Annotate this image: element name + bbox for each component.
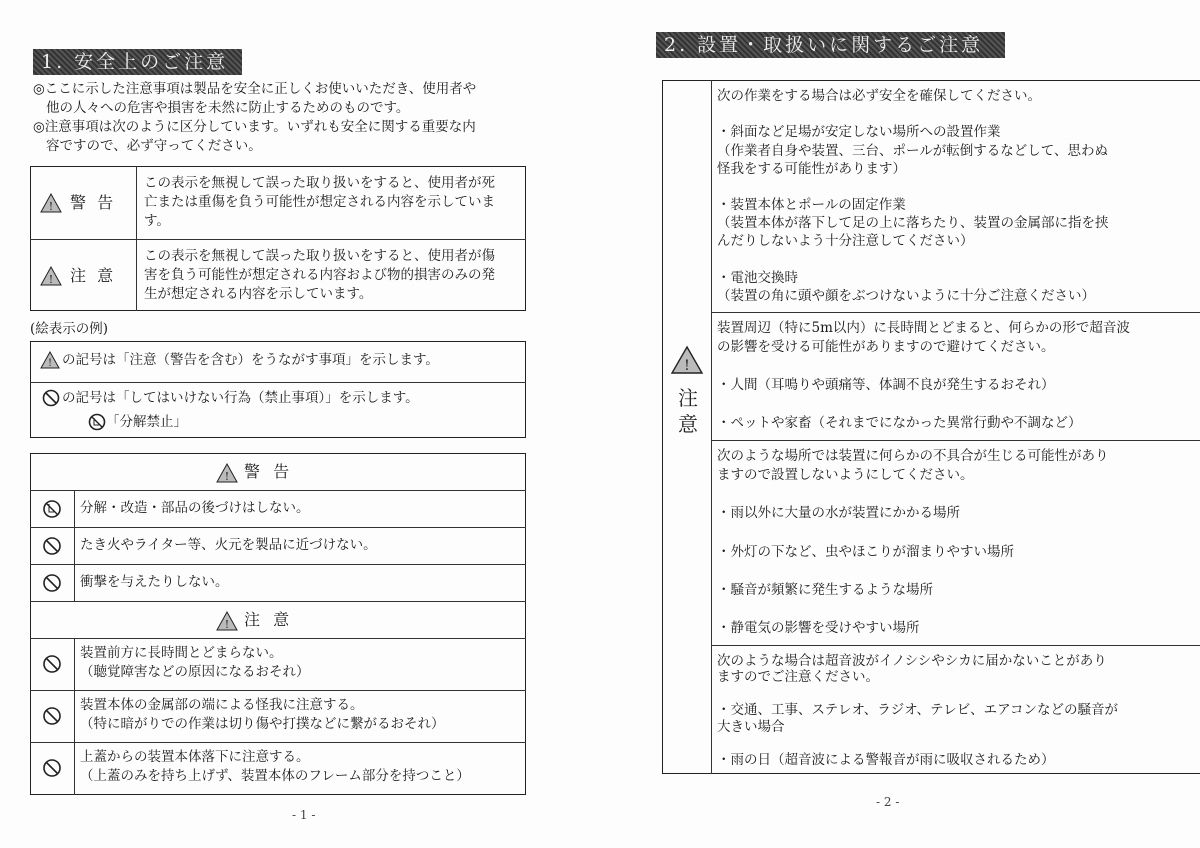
hazard-level-description: 生が想定される内容を示しています。	[144, 286, 373, 302]
caution-text-line: 装置周辺（特に5m以内）に長時間とどまると、何らかの形で超音波	[717, 320, 1130, 336]
caution-side-label: 注意	[678, 386, 698, 436]
divider	[711, 440, 1200, 441]
caution-item-line: （特に暗がりでの作業は切り傷や打撲などに繋がるおそれ）	[80, 716, 445, 732]
caution-item-line: 上蓋からの装置本体落下に注意する。	[80, 749, 310, 765]
hazard-level-description: 害を負う可能性が想定される内容および物的損害のみの発	[144, 267, 495, 283]
caution-item-line: （上蓋のみを持ち上げず、装置本体のフレーム部分を持つこと）	[80, 768, 470, 784]
section-1-title: 1. 安全上のご注意	[33, 49, 242, 75]
divider	[74, 490, 75, 601]
intro-line: 容ですので、必ず守ってください。	[46, 138, 262, 154]
warning-triangle-icon	[40, 266, 62, 290]
divider	[30, 527, 526, 528]
caution-text-line: の影響を受ける可能性がありますので避けてください。	[717, 339, 1055, 355]
hazard-level-description: この表示を無視して誤った取り扱いをすると、使用者が傷	[144, 248, 495, 264]
divider	[711, 312, 1200, 313]
divider	[30, 638, 526, 639]
warning-triangle-icon	[670, 345, 704, 379]
divider	[74, 638, 75, 795]
caution-item-line: （聴覚障害などの原因になるおそれ）	[80, 664, 310, 680]
caution-item-line: 装置前方に長時間とどまらない。	[80, 645, 283, 661]
disassembly-label: 「分解禁止」	[106, 414, 187, 430]
page-number: - 2 -	[876, 795, 900, 809]
caution-text-line: ・装置本体とポールの固定作業	[717, 197, 906, 213]
divider	[30, 601, 526, 602]
caution-text-line: 怪我をする可能性があります）	[717, 160, 906, 177]
page-number: - 1 -	[292, 808, 316, 822]
divider	[711, 645, 1200, 646]
caution-text-line: （装置の角に頭や顔をぶつけないように十分ご注意ください）	[717, 287, 1095, 304]
warning-item: たき火やライター等、火元を製品に近づけない。	[80, 537, 377, 553]
caution-text-line: ますのでご注意ください。	[717, 669, 879, 686]
prohibited-icon	[42, 389, 60, 411]
warning-triangle-icon	[40, 351, 60, 373]
warning-item: 分解・改造・部品の後づけはしない。	[80, 500, 310, 516]
svg-text:!: !	[684, 358, 690, 374]
caution-text-line: ・外灯の下など、虫やほこりが溜まりやすい場所	[717, 543, 1014, 560]
divider	[30, 742, 526, 743]
prohibited-icon	[42, 706, 62, 730]
caution-text-line: ・静電気の影響を受けやすい場所	[717, 619, 920, 636]
no-disassembly-icon	[42, 499, 62, 523]
hazard-level-description: す。	[144, 213, 170, 229]
hazard-level-label: 警 告	[70, 193, 117, 212]
caution-text-line: ますので設置しないようにしてください。	[717, 467, 974, 484]
caution-text-line: 次のような場所では装置に何らかの不具合が生じる可能性があり	[717, 448, 1109, 464]
caution-text-line: ・斜面など足場が安定しない場所への設置作業	[717, 124, 1001, 141]
divider	[30, 564, 526, 565]
no-disassembly-icon	[88, 413, 106, 435]
warning-triangle-icon	[216, 611, 238, 635]
divider	[30, 690, 526, 691]
caution-item-line: 装置本体の金属部の端による怪我に注意する。	[80, 697, 364, 713]
svg-text:!: !	[224, 618, 230, 631]
caution-text-line: ・雨以外に大量の水が装置にかかる場所	[717, 505, 960, 522]
caution-text-line: 大きい場合	[717, 718, 785, 735]
warning-triangle-icon	[40, 193, 62, 217]
caution-text-line: ・騒音が頻繁に発生するような場所	[717, 581, 933, 598]
warning-triangle-icon	[216, 463, 238, 487]
caution-text-line: ・ペットや家畜（それまでになかった異常行動や不調など）	[717, 415, 1082, 431]
intro-line: 他の人々への危害や損害を未然に防止するためのものです。	[46, 100, 410, 116]
section-2-title: 2. 設置・取扱いに関するご注意	[656, 32, 1005, 58]
caution-text-line: ・雨の日（超音波による警報音が雨に吸収されるため）	[717, 751, 1055, 768]
caution-text-line: ・交通、工事、ステレオ、ラジオ、テレビ、エアコンなどの騒音が	[717, 702, 1118, 719]
table-section-header: 警 告	[244, 462, 294, 481]
hazard-level-description: この表示を無視して誤った取り扱いをすると、使用者が死	[144, 175, 495, 191]
example-heading: (絵表示の例)	[30, 321, 109, 337]
caution-text-line: ・電池交換時	[717, 269, 798, 286]
prohibited-icon	[42, 654, 62, 678]
caution-text-line: （装置本体が落下して足の上に落ちたり、装置の金属部に指を挟	[717, 215, 1109, 232]
caution-text-line: んだりしないよう十分注意してください）	[717, 233, 974, 250]
hazard-level-description: 亡または重傷を負う可能性が想定される内容を示していま	[144, 194, 495, 210]
triangle-symbol-explanation: の記号は「注意（警告を含む）をうながす事項」を示します。	[62, 352, 439, 368]
caution-text-line: （作業者自身や装置、三台、ポールが転倒するなどして、思わぬ	[717, 142, 1108, 159]
svg-text:!: !	[48, 200, 54, 213]
warning-item: 衝撃を与えたりしない。	[80, 574, 229, 590]
prohibit-symbol-explanation: の記号は「してはいけない行為（禁止事項）」を示します。	[62, 390, 419, 406]
hazard-level-label: 注 意	[70, 266, 117, 285]
caution-text-line: ・人間（耳鳴りや頭痛等、体調不良が発生するおそれ）	[717, 377, 1055, 393]
prohibited-icon	[42, 536, 62, 560]
divider	[30, 490, 526, 491]
caution-text-line: 次のような場合は超音波がイノシシやシカに届かないことがあり	[717, 653, 1107, 669]
prohibited-icon	[42, 758, 62, 782]
table-section-header: 注 意	[244, 610, 294, 629]
intro-line: ◎ここに示した注意事項は製品を安全に正しくお使いいただき、使用者や	[33, 81, 477, 97]
svg-text:!: !	[48, 273, 54, 286]
caution-text-line: 次の作業をする場合は必ず安全を確保してください。	[717, 88, 1041, 104]
svg-text:!: !	[47, 358, 53, 369]
prohibited-icon	[42, 573, 62, 597]
svg-text:!: !	[224, 470, 230, 483]
intro-line: ◎注意事項は次のように区分しています。いずれも安全に関する重要な内	[33, 119, 476, 135]
